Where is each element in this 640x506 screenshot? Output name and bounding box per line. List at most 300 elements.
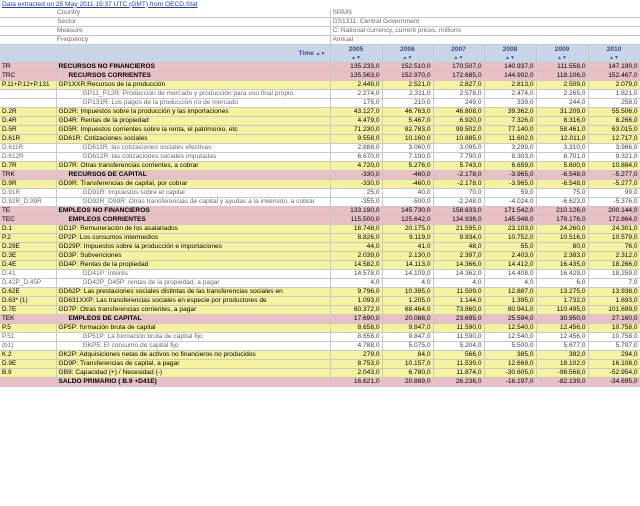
value-cell: 73.860,0 [433,306,484,315]
row-code: P.11+P.12+P.131 [0,81,56,90]
row-label[interactable]: GD7P: Otras transferencias corrientes, a pagar [56,306,330,315]
value-cell: -330,0 [330,171,382,180]
value-cell: 24.301,0 [588,225,640,234]
row-code: K.2 [0,351,56,360]
meta-row-measure [0,27,640,36]
value-cell: 10.758,0 [588,324,640,333]
year-header[interactable]: 2007 ▲▼ [433,45,484,63]
value-cell: 170.507,0 [433,63,484,72]
year-header[interactable]: 2009 ▲▼ [536,45,588,63]
value-cell: -6.623,0 [536,198,588,207]
value-cell: 12.540,0 [484,333,536,342]
row-code: D.9R [0,180,56,189]
value-cell: 7,0 [588,279,640,288]
value-cell: 59,0 [484,189,536,198]
value-cell: 18.102,0 [536,360,588,369]
value-cell: 16.621,0 [330,378,382,387]
table-row [0,90,640,99]
value-cell: -355,0 [330,198,382,207]
time-dimension-header[interactable]: Time ▲▼ [0,45,330,63]
row-code: D.7E [0,306,56,315]
year-header[interactable]: 2005 ▲▼ [330,45,382,63]
row-code: D.29E [0,243,56,252]
year-header[interactable]: 2006 ▲▼ [382,45,433,63]
value-cell: 20.175,0 [382,225,433,234]
value-cell: -500,0 [382,198,433,207]
value-cell: 1.693,0 [588,297,640,306]
value-cell: 14.408,0 [484,270,536,279]
row-label[interactable]: EMPLEOS NO FINANCIEROS [56,207,330,216]
value-cell: 144.902,0 [484,72,536,81]
meta-label: Sector [0,18,330,27]
value-cell: 14.109,0 [382,270,433,279]
value-cell: 16.429,0 [536,270,588,279]
meta-value: GS1311: Central Government [330,18,640,27]
row-label[interactable]: GD612R: las cotizaciones sociales imputadas [56,153,330,162]
value-cell: 14.113,0 [382,261,433,270]
value-cell: 12.887,0 [484,288,536,297]
value-cell: 25.594,0 [484,315,536,324]
row-code: B.9 [0,369,56,378]
row-label[interactable]: GD5R: Impuestos corrientes sobre la renta, el patrimonio, etc [56,126,330,135]
row-code: P.2 [0,234,56,243]
table-row [0,108,640,117]
value-cell: -5.376,0 [588,198,640,207]
row-code: D.2R [0,108,56,117]
row-label[interactable]: EMPLEOS DE CAPITAL [56,315,330,324]
value-cell: 244,0 [536,99,588,108]
value-cell: 75,0 [536,189,588,198]
row-code: D.1 [0,225,56,234]
value-cell: 43.127,0 [330,108,382,117]
value-cell: 7.100,0 [382,153,433,162]
value-cell: 26.236,0 [433,378,484,387]
meta-value: Annual [330,36,640,45]
value-cell: -2.248,0 [433,198,484,207]
value-cell: 392,0 [536,351,588,360]
table-row [0,198,640,207]
sort-arrows-icon[interactable]: ▲▼ [315,50,326,57]
row-code: D.92R_D.99R [0,198,56,207]
value-cell: 16.108,0 [588,360,640,369]
table-row [0,117,640,126]
value-cell: -30.605,0 [484,369,536,378]
row-label[interactable]: RECURSOS DE CAPITAL [56,171,330,180]
row-label[interactable]: GD61R: Cotizaciones sociales [56,135,330,144]
value-cell: 20.889,0 [382,378,433,387]
value-cell: 12.011,0 [536,135,588,144]
row-label[interactable]: GK2P: Adquisiciones netas de activos no financieros no producidos [56,351,330,360]
value-cell: 2.274,0 [330,90,382,99]
value-cell: 2.521,0 [382,81,433,90]
row-label[interactable]: GD42P_D45P: rentas de la propiedad, a pagar [56,279,330,288]
table-row [0,126,640,135]
meta-row-country [0,9,640,18]
year-header[interactable]: 2008 ▲▼ [484,45,536,63]
row-code: P.51 [0,333,56,342]
value-cell: 5.075,0 [382,342,433,351]
row-label[interactable]: GD29P: Impuestos sobre la producción e importaciones [56,243,330,252]
value-cell: 76,0 [588,243,640,252]
value-cell: 10.758,0 [588,333,640,342]
value-cell: 2.312,0 [588,252,640,261]
row-code: TEK [0,315,56,324]
value-cell: 111.558,0 [536,63,588,72]
table-row [0,180,640,189]
value-cell: 4.720,0 [330,162,382,171]
value-cell: 13.938,0 [588,288,640,297]
value-cell: 3.310,0 [536,144,588,153]
value-cell: 2.043,0 [330,369,382,378]
value-cell: -98.568,0 [536,369,588,378]
row-code: TE [0,207,56,216]
row-code: TRK [0,171,56,180]
row-code [0,90,56,99]
meta-label: Frequency [0,36,330,45]
value-cell: 8.316,0 [536,117,588,126]
value-cell: 7.326,0 [484,117,536,126]
value-cell: 147.190,0 [588,63,640,72]
value-cell: 18.259,0 [588,270,640,279]
value-cell: 3.986,0 [588,144,640,153]
value-cell: 46.763,0 [382,108,433,117]
value-cell: 140.937,0 [484,63,536,72]
value-cell: 6,0 [536,279,588,288]
value-cell: 17.690,0 [330,315,382,324]
table-row [0,162,640,171]
value-cell: 152.510,0 [382,63,433,72]
value-cell: 11.602,0 [484,135,536,144]
value-cell: 566,0 [433,351,484,360]
value-cell: 2.311,0 [382,90,433,99]
value-cell: 210.126,0 [536,207,588,216]
sort-arrows-icon[interactable]: ▲▼ [351,55,361,61]
row-label[interactable]: GD2R: Impuestos sobre la producción y las importaciones [56,108,330,117]
value-cell: 2.449,0 [330,81,382,90]
value-cell: 5.797,0 [588,342,640,351]
value-cell: 55,0 [484,243,536,252]
row-label[interactable]: GD62P: Las prestaciones sociales distintas de las transferencias sociales en [56,288,330,297]
row-code: D.7R [0,162,56,171]
value-cell: 171.542,0 [484,207,536,216]
value-cell: 11.590,0 [433,333,484,342]
value-cell: 1.732,0 [536,297,588,306]
row-label[interactable]: GD3P: Subvenciones [56,252,330,261]
value-cell: -4.024,0 [484,198,536,207]
value-cell: 16.435,0 [536,261,588,270]
row-label[interactable]: RECURSOS CORRIENTES [56,72,330,81]
row-code: D.61R [0,135,56,144]
row-code: D.62E [0,288,56,297]
value-cell: 2.039,0 [330,252,382,261]
value-cell: 11.509,0 [433,288,484,297]
value-cell: 179.176,0 [536,216,588,225]
row-label[interactable]: GP131R: Los pagos de la producción no de mercado [56,99,330,108]
table-row [0,135,640,144]
value-cell: 279,0 [330,351,382,360]
value-cell: 5.600,0 [536,162,588,171]
value-cell: 99.502,0 [433,126,484,135]
year-header-row [0,45,640,63]
value-cell: 6.780,0 [382,369,433,378]
table-row [0,306,640,315]
table-row [0,234,640,243]
value-cell: 4,0 [330,279,382,288]
table-row [0,189,640,198]
value-cell: 27.160,0 [588,315,640,324]
table-row [0,72,640,81]
value-cell: -460,0 [382,171,433,180]
value-cell: 133.190,0 [330,207,382,216]
value-cell: 8.701,0 [536,153,588,162]
value-cell: 11.590,0 [433,324,484,333]
row-label[interactable]: GD7R: Otras transferencias corrientes, a cobrar [56,162,330,171]
row-code: D.611R [0,144,56,153]
table-row [0,315,640,324]
value-cell: 1.821,0 [588,90,640,99]
value-cell: 1.144,0 [433,297,484,306]
value-cell: 152.467,0 [588,72,640,81]
extract-info-row [0,0,640,9]
table-row [0,171,640,180]
row-code: TEC [0,216,56,225]
table-row [0,225,640,234]
value-cell: 8.303,0 [484,153,536,162]
value-cell: 41,0 [382,243,433,252]
row-label[interactable]: GP11_P12R: Producción de mercado y producción para uso final propio [56,90,330,99]
row-label[interactable]: GD9R: Transferencias de capital, por cobrar [56,180,330,189]
value-cell: 2.079,0 [588,81,640,90]
value-cell: 18.748,0 [330,225,382,234]
value-cell: 134.938,0 [433,216,484,225]
table-row [0,333,640,342]
value-cell: 152.970,0 [382,72,433,81]
value-cell: 3.095,0 [433,144,484,153]
row-code: D.91R [0,189,56,198]
row-label[interactable]: GD41P: Interés [56,270,330,279]
value-cell: 9.321,0 [588,153,640,162]
value-cell: 8.826,0 [330,234,382,243]
value-cell: 9.119,0 [382,234,433,243]
value-cell: -3.965,0 [484,171,536,180]
value-cell: 14.366,0 [433,261,484,270]
row-label[interactable]: GD1P: Remuneración de los asalariados [56,225,330,234]
value-cell: 5.204,0 [433,342,484,351]
value-cell: -3.965,0 [484,180,536,189]
value-cell: 10.884,0 [588,162,640,171]
value-cell: 258,0 [588,99,640,108]
value-cell: -6.548,0 [536,180,588,189]
row-code: (b1) [0,342,56,351]
value-cell: 14.578,0 [330,270,382,279]
value-cell: -6.548,0 [536,171,588,180]
table-row [0,144,640,153]
value-cell: 118.106,0 [536,72,588,81]
value-cell: 40,0 [382,189,433,198]
value-cell: 12.540,0 [484,324,536,333]
value-cell: -34.695,0 [588,378,640,387]
value-cell: 115.500,0 [330,216,382,225]
value-cell: 4,0 [382,279,433,288]
value-cell: 2.265,0 [536,90,588,99]
table-row [0,288,640,297]
value-cell: 8.658,0 [330,333,382,342]
table-row [0,324,640,333]
value-cell: 2.474,0 [484,90,536,99]
value-cell: 9.847,0 [382,324,433,333]
value-cell: 5.500,0 [484,342,536,351]
table-row [0,153,640,162]
value-cell: 13.275,0 [536,288,588,297]
value-cell: 24.260,0 [536,225,588,234]
sort-arrows-icon[interactable]: ▲▼ [557,55,567,61]
meta-label: Measure [0,27,330,36]
table-row [0,216,640,225]
row-label[interactable]: GD611R: las cotizaciones sociales efectivas [56,144,330,153]
value-cell: 6.670,0 [330,153,382,162]
value-cell: 145.948,0 [484,216,536,225]
value-cell: 2.888,0 [330,144,382,153]
table-row [0,243,640,252]
value-cell: 25,0 [330,189,382,198]
value-cell: 10.160,0 [382,135,433,144]
value-cell: -2.178,0 [433,180,484,189]
row-code: D.42P_D.45P [0,279,56,288]
row-label[interactable]: GP1XXR:Recursos de la producción [56,81,330,90]
table-row [0,360,640,369]
value-cell: 10.752,0 [484,234,536,243]
value-cell: 7.790,0 [433,153,484,162]
row-label[interactable]: SALDO PRIMARIO ( B.9 +D41E) [56,378,330,387]
value-cell: 172.685,0 [433,72,484,81]
extract-source-link[interactable]: Data extracted on 25 May 2011 15:37 UTC (GMT) from OECD.Stat [2,0,198,8]
value-cell: 8.266,0 [588,117,640,126]
value-cell: 99,0 [588,189,640,198]
value-cell: 58.461,0 [536,126,588,135]
value-cell: 31.209,0 [536,108,588,117]
value-cell: 4.479,0 [330,117,382,126]
row-label[interactable]: GD91R: Impuestos sobre el capital [56,189,330,198]
row-label[interactable]: EMPLEOS CORRIENTES [56,216,330,225]
value-cell: -330,0 [330,180,382,189]
value-cell: 339,0 [484,99,536,108]
value-cell: 39.362,0 [484,108,536,117]
sort-arrows-icon[interactable]: ▲▼ [505,55,515,61]
value-cell: 175,0 [330,99,382,108]
value-cell: 9.796,0 [330,288,382,297]
value-cell: 48,0 [433,243,484,252]
value-cell: 2.130,0 [382,252,433,261]
year-header[interactable]: 2010 ▲▼ [588,45,640,63]
value-cell: 9.558,0 [330,135,382,144]
table-row [0,63,640,72]
row-label[interactable]: GD92R_D99R: Otras transferencias de capital y ayudas a la inversión, a cobrar [56,198,330,207]
value-cell: 101.699,0 [588,306,640,315]
row-label[interactable]: GD4R: Rentas de la propiedad [56,117,330,126]
row-code: D.612R [0,153,56,162]
row-label[interactable]: GP51P: La formación bruta de capital fijo [56,333,330,342]
value-cell: 46.808,0 [433,108,484,117]
row-label[interactable]: GD4P: Rentas de la propiedad [56,261,330,270]
value-cell: 20.088,0 [382,315,433,324]
row-label[interactable]: GD9P: Transferencias de capital, a pagar [56,360,330,369]
sort-arrows-icon[interactable]: ▲▼ [402,55,413,61]
value-cell: 200.144,0 [588,207,640,216]
value-cell: 294,0 [588,351,640,360]
value-cell: 30.950,0 [536,315,588,324]
value-cell: 63.015,0 [588,126,640,135]
value-cell: 125.642,0 [382,216,433,225]
value-cell: 10.395,0 [382,288,433,297]
row-label[interactable]: GKP5: El consumo de capital fijo [56,342,330,351]
row-label[interactable]: GD631XXP: Las transferencias sociales en especie por productores de [56,297,330,306]
value-cell: 12.456,0 [536,333,588,342]
value-cell: 23.695,0 [433,315,484,324]
row-code: D.4E [0,261,56,270]
table-row [0,270,640,279]
value-cell: 18.266,0 [588,261,640,270]
row-label[interactable]: GB9: Capacidad (+) / Necesidad (-) [56,369,330,378]
value-cell: 6.920,0 [433,117,484,126]
value-cell: -82.139,0 [536,378,588,387]
value-cell: 3.299,0 [484,144,536,153]
value-cell: 68.464,0 [382,306,433,315]
row-code: D.3E [0,252,56,261]
table-row [0,81,640,90]
table-row [0,369,640,378]
value-cell: 14.582,0 [330,261,382,270]
row-label[interactable]: GP5P: formación bruta de capital [56,324,330,333]
value-cell: 80.941,0 [484,306,536,315]
value-cell: 110.495,0 [536,306,588,315]
value-cell: 11.874,0 [433,369,484,378]
table-row [0,342,640,351]
value-cell: 5.677,0 [536,342,588,351]
value-cell: 4,0 [433,279,484,288]
row-label[interactable]: GP2P: Los consumos intermedios [56,234,330,243]
value-cell: 2.403,0 [484,252,536,261]
value-cell: 11.539,0 [433,360,484,369]
value-cell: 8.753,0 [330,360,382,369]
value-cell: 10.157,0 [382,360,433,369]
value-cell: 21.595,0 [433,225,484,234]
meta-row-frequency [0,36,640,45]
value-cell: 5.467,0 [382,117,433,126]
table-row [0,252,640,261]
value-cell: -5.277,0 [588,180,640,189]
value-cell: 77.140,0 [484,126,536,135]
value-cell: -16.197,0 [484,378,536,387]
row-code [0,378,56,387]
row-code: TRC [0,72,56,81]
row-label[interactable]: RECURSOS NO FINANCIEROS [56,63,330,72]
meta-label: Country [0,9,330,18]
value-cell: 82.783,0 [382,126,433,135]
value-cell: 3.060,0 [382,144,433,153]
value-cell: -5.277,0 [588,171,640,180]
value-cell: 145.730,0 [382,207,433,216]
value-cell: 135.233,0 [330,63,382,72]
value-cell: 55.506,0 [588,108,640,117]
row-code: TR [0,63,56,72]
sort-arrows-icon[interactable]: ▲▼ [609,55,619,61]
value-cell: 4,0 [484,279,536,288]
sort-arrows-icon[interactable]: ▲▼ [453,55,464,61]
value-cell: 23.103,0 [484,225,536,234]
value-cell: 9.847,0 [382,333,433,342]
row-code [0,99,56,108]
value-cell: 249,0 [433,99,484,108]
